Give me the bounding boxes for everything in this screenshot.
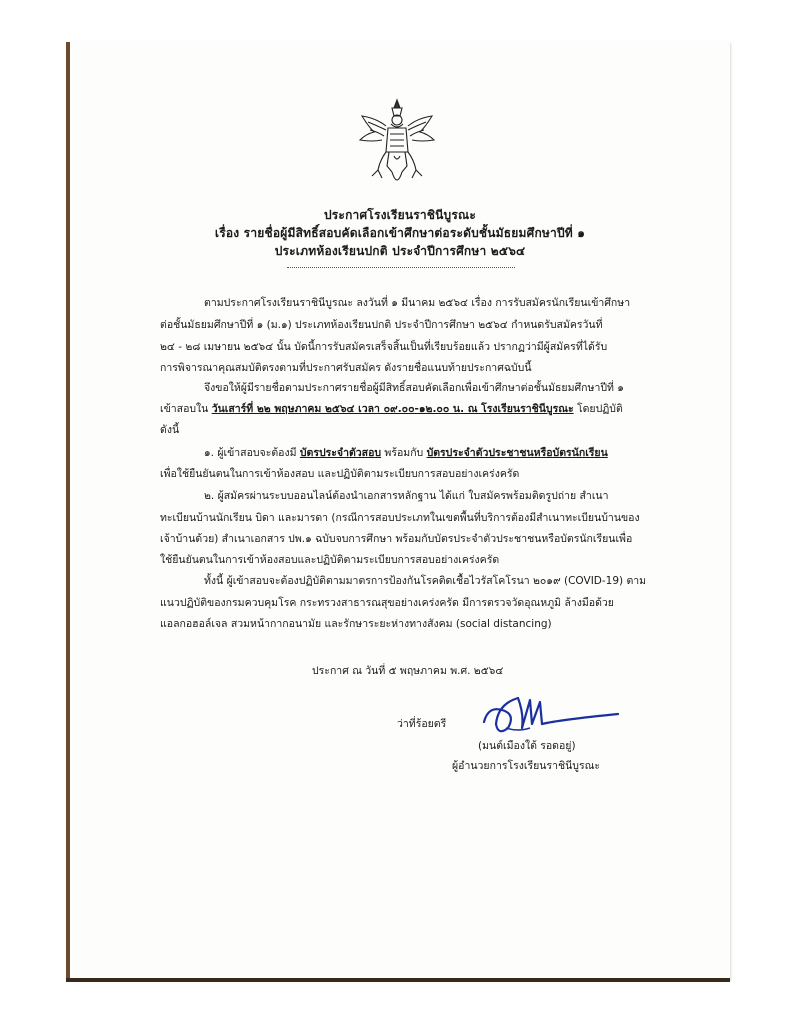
header-divider <box>287 267 515 268</box>
announcement-subject-line2: ประเภทห้องเรียนปกติ ประจำปีการศึกษา ๒๕๖๔ <box>274 244 526 258</box>
item-1-line-1 <box>204 446 608 460</box>
item-2-line-2: ทะเบียนบ้านนักเรียน บิดา และมารดา (กรณีการสอบประเภทในเขตพื้นที่บริการต้องมีสำเนาทะเบียนบ้านของ <box>160 512 640 524</box>
signer-name: (มนต์เมืองใต้ รอดอยู่) <box>478 740 576 752</box>
text-span: พร้อมกับ <box>381 447 427 459</box>
paragraph-2-line-2 <box>160 402 623 416</box>
garuda-emblem-icon <box>356 96 438 194</box>
paragraph-1-line-4: การพิจารณาคุณสมบัติตรงตามที่ประกาศรับสมัคร ดังรายชื่อแนบท้ายประกาศฉบับนี้ <box>160 362 532 374</box>
paragraph-2-line-1: จึงขอให้ผู้มีรายชื่อตามประกาศรายชื่อผู้มีสิทธิ์สอบคัดเลือกเพื่อเข้าศึกษาต่อชั้นมัธยมศึกษาปีที่ ๑ <box>204 382 624 394</box>
exam-card-highlight: บัตรประจำตัวสอบ <box>299 447 382 459</box>
paragraph-3-line-1: ทั้งนี้ ผู้เข้าสอบจะต้องปฏิบัติตามมาตรการป้องกันโรคติดเชื้อไวรัสโคโรนา ๒๐๑๙ (COVID-19) ตาม <box>204 575 647 587</box>
announcement-title: ประกาศโรงเรียนราชินีบูรณะ <box>323 208 477 222</box>
paragraph-1-line-1: ตามประกาศโรงเรียนราชินีบูรณะ ลงวันที่ ๑ มีนาคม ๒๕๖๔ เรื่อง การรับสมัครนักเรียนเข้าศึกษา <box>204 297 631 309</box>
announcement-subject: เรื่อง รายชื่อผู้มีสิทธิ์สอบคัดเลือกเข้าศึกษาต่อระดับชั้นมัธยมศึกษาปีที่ ๑ <box>214 226 586 240</box>
item-2-line-1: ๒. ผู้สมัครผ่านระบบออนไลน์ต้องนำเอกสารหลักฐาน ได้แก่ ใบสมัครพร้อมติดรูปถ่าย สำเนา <box>204 490 609 502</box>
exam-date-highlight: วันเสาร์ที่ ๒๒ พฤษภาคม ๒๕๖๔ เวลา ๐๙.๐๐-๑๒.๐๐ น. ณ โรงเรียนราชินีบูรณะ <box>211 403 574 415</box>
paragraph-2-line-3: ดังนี้ <box>160 424 180 436</box>
signature-image <box>478 684 628 740</box>
text-span: ๑. ผู้เข้าสอบจะต้องมี <box>204 447 300 459</box>
page-edge-shadow <box>66 978 730 982</box>
paragraph-1-line-2: ต่อชั้นมัธยมศึกษาปีที่ ๑ (ม.๑) ประเภทห้องเรียนปกติ ประจำปีการศึกษา ๒๕๖๔ กำหนดรับสมัครวันที่ <box>160 319 603 331</box>
item-2-line-4: ใช้ยืนยันตนในการเข้าห้องสอบและปฏิบัติตามระเบียบการสอบอย่างเคร่งครัด <box>160 554 500 566</box>
id-card-highlight: บัตรประจำตัวประชาชนหรือบัตรนักเรียน <box>426 447 608 459</box>
paragraph-3-line-2: แนวปฏิบัติของกรมควบคุมโรค กระทรวงสาธารณสุขอย่างเคร่งครัด มีการตรวจวัดอุณหภูมิ ล้างมือด้วย <box>160 597 614 609</box>
text-span: โดยปฏิบัติ <box>573 403 623 415</box>
paragraph-1-line-3: ๒๔ - ๒๘ เมษายน ๒๕๖๔ นั้น บัดนี้การรับสมัครเสร็จสิ้นเป็นที่เรียบร้อยแล้ว ปรากฏว่ามีผู้สมัครที่ได้รับ <box>160 341 608 353</box>
text-span: เข้าสอบใน <box>160 403 212 415</box>
item-2-line-3: เจ้าบ้านด้วย) สำเนาเอกสาร ปพ.๑ ฉบับจบการศึกษา พร้อมกับบัตรประจำตัวประชาชนหรือบัตรนักเรียนเพื่อ <box>160 533 633 545</box>
announcement-date: ประกาศ ณ วันที่ ๕ พฤษภาคม พ.ศ. ๒๕๖๔ <box>312 665 504 677</box>
signer-title: ผู้อำนวยการโรงเรียนราชินีบูรณะ <box>452 760 600 772</box>
item-1-line-2: เพื่อใช้ยืนยันตนในการเข้าห้องสอบ และปฏิบัติตามระเบียบการสอบอย่างเคร่งครัด <box>160 468 520 480</box>
paragraph-3-line-3: แอลกอฮอล์เจล สวมหน้ากากอนามัย และรักษาระยะห่างทางสังคม (social distancing) <box>160 618 552 630</box>
signer-rank: ว่าที่ร้อยตรี <box>397 718 447 730</box>
